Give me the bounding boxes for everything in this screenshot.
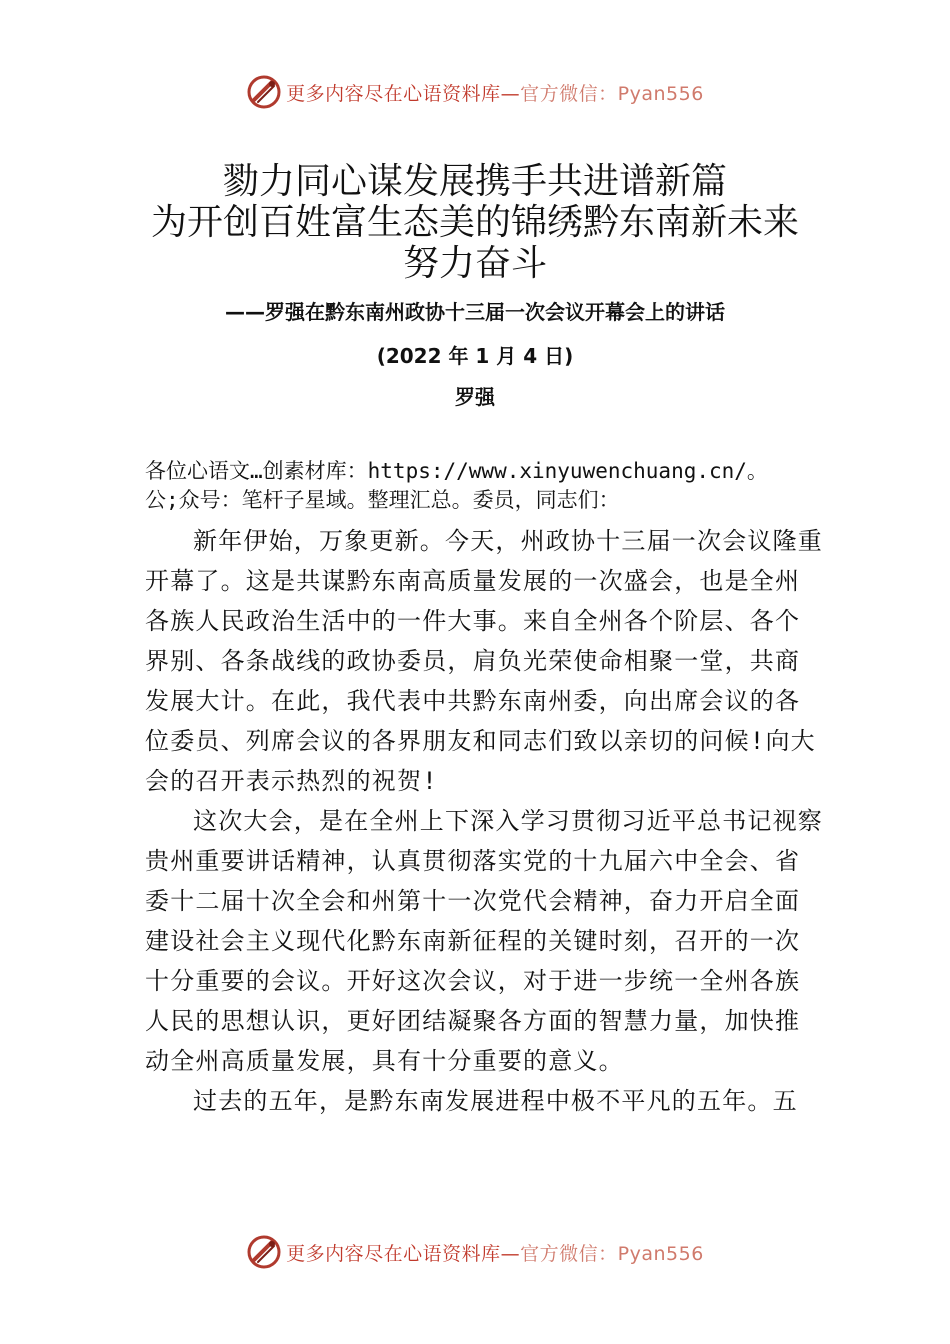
banner-wechat: 官方微信：Pyan556: [520, 82, 704, 105]
paragraph: 新年伊始，万象更新。今天，州政协十三届一次会议隆重开幕了。这是共谋黔东南高质量发展的一次盛会，也是全州各族人民政治生活中的一件大事。来自全州各个阶层、各个界别、各条战线的政协委员，肩负光荣使命相聚一堂，共商发展大计。在此，我代表中共黔东南州委，向出席会议的各位委员、列席会议的各界朋友和同志们致以亲切的问候!向大会的召开表示热烈的祝贺!: [145, 527, 823, 795]
banner-text: 更多内容尽在心语资料库—: [286, 1242, 521, 1265]
brush-logo-icon: [246, 1234, 282, 1270]
header-banner: [0, 72, 950, 112]
brush-logo-icon: [246, 74, 282, 110]
author: 罗强: [455, 385, 495, 409]
opening-line-2: 公;众号：笔杆子星域。整理汇总。委员，同志们：: [145, 488, 620, 512]
date: (2022 年 1 月 4 日): [376, 344, 574, 368]
body-text: [145, 521, 825, 1121]
banner-wechat: 官方微信：Pyan556: [520, 1242, 704, 1265]
opening-line-1: 各位心语文…创素材库：https://www.xinyuwenchuang.cn/。: [145, 459, 768, 483]
paragraph: 这次大会，是在全州上下深入学习贯彻习近平总书记视察贵州重要讲话精神，认真贯彻落实党的十九届六中全会、省委十二届十次全会和州第十一次党代会精神，奋力开启全面建设社会主义现代化黔东南新征程的关键时刻，召开的一次十分重要的会议。开好这次会议，对于进一步统一全州各族人民的思想认识，更好团结凝聚各方面的智慧力量，加快推动全州高质量发展，具有十分重要的意义。: [145, 807, 823, 1075]
title-line-2: 为开创百姓富生态美的锦绣黔东南新未来: [150, 202, 799, 243]
subtitle: ——罗强在黔东南州政协十三届一次会议开幕会上的讲话: [225, 300, 725, 324]
footer-banner: [0, 1232, 950, 1272]
banner-text: 更多内容尽在心语资料库—: [286, 82, 521, 105]
title-line-1: 勠力同心谋发展携手共进谱新篇: [222, 161, 727, 202]
title-line-3: 努力奋斗: [402, 243, 547, 284]
paragraph: 过去的五年，是黔东南发展进程中极不平凡的五年。五: [193, 1087, 798, 1115]
